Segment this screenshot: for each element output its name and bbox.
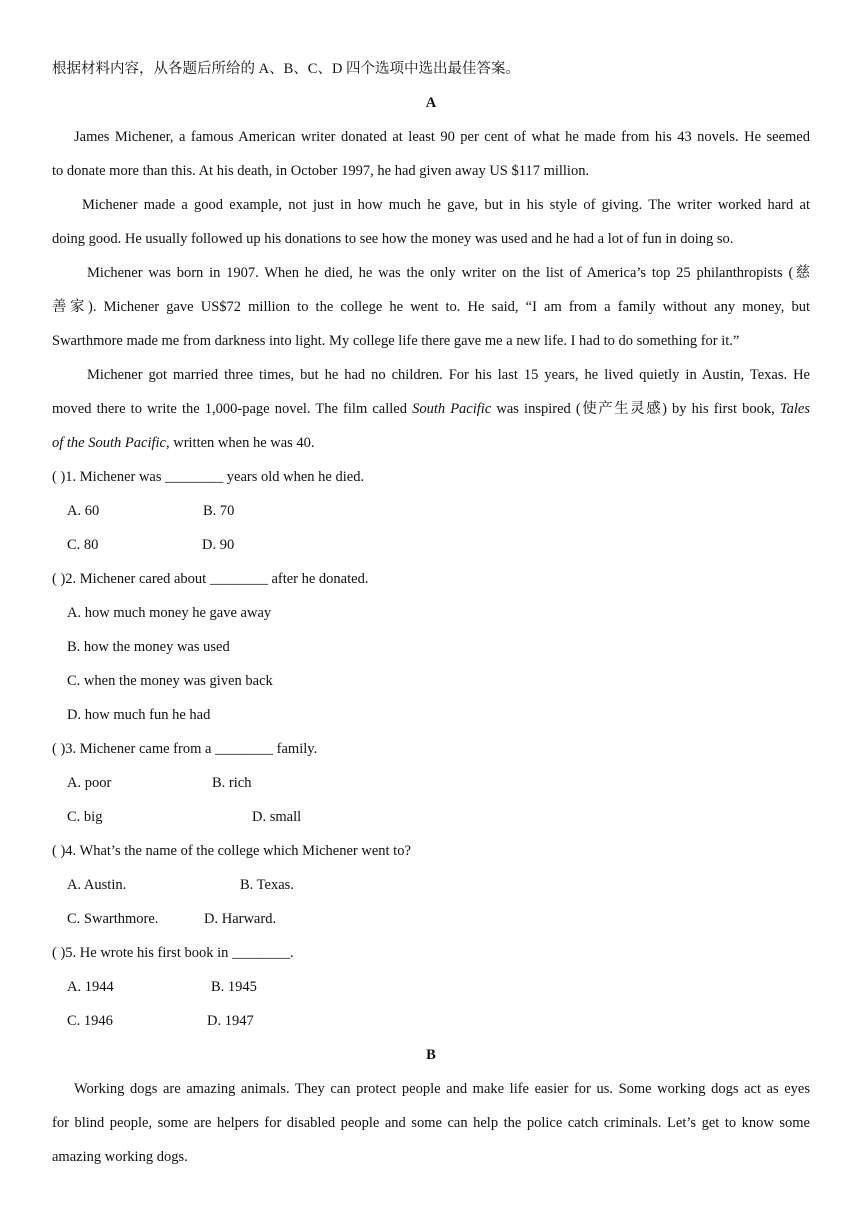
passage-a-line: James Michener, a famous American writer donated at least 90 per cent of what he made from his 43 novels. He seemed xyxy=(74,129,810,145)
passage-a-line: to donate more than this. At his death, in October 1997, he had given away US $117 million. xyxy=(52,163,590,179)
option-a: A. Austin. xyxy=(67,877,127,893)
passage-a-line: 善家). Michener gave US$72 million to the college he went to. He said, “I am from a family without any money, but xyxy=(52,299,810,315)
question-stem: ( )1. Michener was ________ years old when he died. xyxy=(52,469,365,485)
option-row xyxy=(52,1004,810,1038)
passage-b-line: amazing working dogs. xyxy=(52,1149,188,1165)
passage-a-line: Michener was born in 1907. When he died, he was the only writer on the list of America’s top 25 philanthropists (慈 xyxy=(87,265,810,281)
film-title: South Pacific xyxy=(412,401,492,417)
option-b: B. rich xyxy=(212,775,252,791)
option-a: A. 1944 xyxy=(67,979,114,995)
question-stem: ( )4. What’s the name of the college which Michener went to? xyxy=(52,843,411,859)
option-a: A. how much money he gave away xyxy=(67,605,272,621)
option-a: A. poor xyxy=(67,775,112,791)
passage-a-line: moved there to write the 1,000-page novel. The film called South Pacific was inspired (使产生灵感) by his first book, Tales xyxy=(52,401,810,417)
option-c: C. 80 xyxy=(67,537,99,553)
question-stem: ( )2. Michener cared about ________ after he donated. xyxy=(52,571,369,587)
option-b: B. Texas. xyxy=(240,877,294,893)
book-title-end: of the South Pacific xyxy=(52,435,166,451)
passage-b-line: for blind people, some are helpers for disabled people and some can help the police catch criminals. Let’s get to know some xyxy=(52,1115,810,1131)
option-row xyxy=(52,970,810,1004)
instruction: 根据材料内容，从各题后所给的 A、B、C、D 四个选项中选出最佳答案。 xyxy=(52,61,521,77)
question-stem: ( )3. Michener came from a ________ family. xyxy=(52,741,318,757)
passage-a-line: Michener made a good example, not just in how much he gave, but in his style of giving. The writer worked hard at xyxy=(82,197,810,213)
passage-a-line: doing good. He usually followed up his donations to see how the money was used and he had a lot of fun in doing so. xyxy=(52,231,734,247)
option-row xyxy=(52,766,810,800)
option-d: D. how much fun he had xyxy=(67,707,211,723)
book-title-start: Tales xyxy=(779,401,810,417)
option-row xyxy=(52,868,810,902)
option-row xyxy=(52,902,810,936)
option-d: D. small xyxy=(252,809,302,825)
option-row xyxy=(52,494,810,528)
option-row xyxy=(52,800,810,834)
passage-b-line: Working dogs are amazing animals. They can protect people and make life easier for us. Some working dogs act as eyes xyxy=(74,1081,810,1097)
option-d: D. 1947 xyxy=(207,1013,254,1029)
document-page xyxy=(52,52,810,1174)
option-row xyxy=(52,528,810,562)
option-c: C. Swarthmore. xyxy=(67,911,159,927)
question-stem: ( )5. He wrote his first book in ________. xyxy=(52,945,294,961)
passage-a-line: of the South Pacific, written when he was 40. xyxy=(52,435,315,451)
option-d: D. Harward. xyxy=(204,911,277,927)
option-b: B. how the money was used xyxy=(67,639,230,655)
option-a: A. 60 xyxy=(67,503,100,519)
passage-a-line: Michener got married three times, but he had no children. For his last 15 years, he lived quietly in Austin, Texas. He xyxy=(87,367,810,383)
passage-a-line: Swarthmore made me from darkness into light. My college life there gave me a new life. I had to do something for it.” xyxy=(52,333,740,349)
option-b: B. 1945 xyxy=(211,979,257,995)
option-c: C. when the money was given back xyxy=(67,673,273,689)
passage-b-heading: B xyxy=(426,1047,436,1063)
option-c: C. 1946 xyxy=(67,1013,113,1029)
passage-a-heading: A xyxy=(425,95,437,111)
option-c: C. big xyxy=(67,809,103,825)
option-b: B. 70 xyxy=(203,503,235,519)
option-d: D. 90 xyxy=(202,537,235,553)
